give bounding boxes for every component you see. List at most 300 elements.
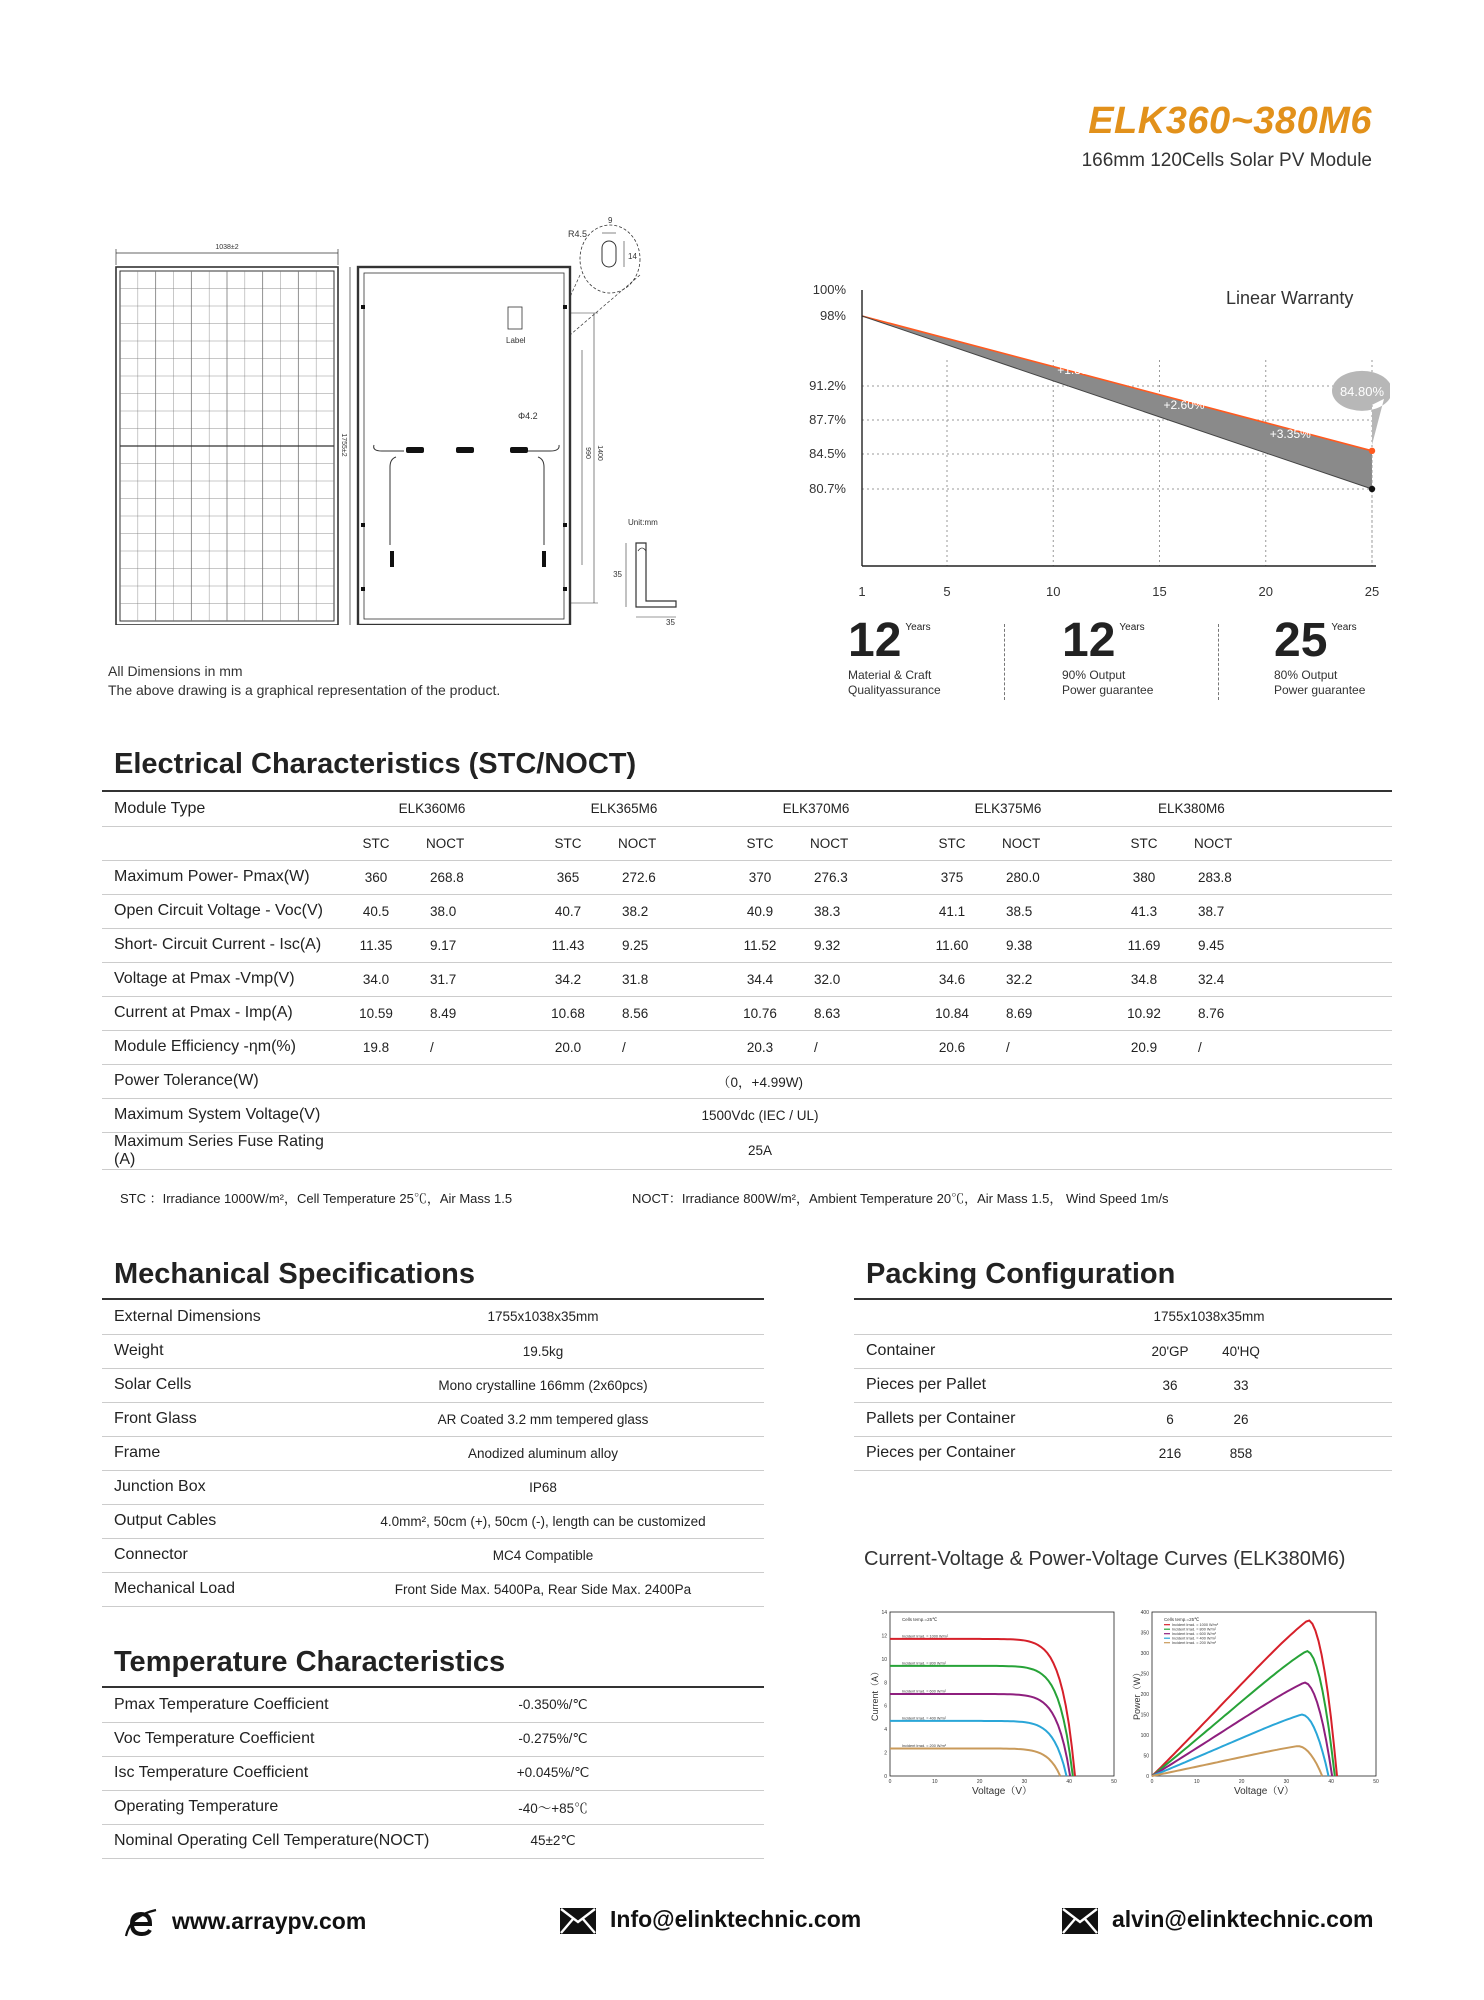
iv-y-tick: 0 [1146, 1774, 1149, 1780]
electrical-span-value: 25A [336, 1132, 1392, 1169]
noct-value: 9.32 [800, 928, 912, 962]
module-type-row [102, 792, 1392, 826]
warranty-gain-label: +3.35% [1269, 427, 1311, 441]
electrical-row-label: Maximum Series Fuse Rating (A) [102, 1132, 336, 1169]
stc-value: 19.8 [336, 1030, 416, 1064]
warranty-desc [848, 668, 941, 698]
mechanical-row-label: Output Cables [102, 1504, 322, 1538]
electrical-row-label: Current at Pmax - Imp(A) [102, 996, 336, 1030]
mechanical-row [102, 1334, 764, 1368]
empty-cell [614, 1824, 764, 1858]
stc-value: 20.6 [912, 1030, 992, 1064]
stc-value: 20.9 [1104, 1030, 1184, 1064]
iv-x-tick: 50 [1111, 1779, 1117, 1785]
connector-left [390, 551, 394, 567]
packing-row [854, 1334, 1392, 1368]
temperature-row-label: Operating Temperature [102, 1790, 492, 1824]
electrical-row [102, 996, 1392, 1030]
iv-series-label: Incident Irrad. = 800 W/m² [902, 1661, 946, 1666]
connector-right [542, 551, 546, 567]
model-header: ELK375M6 [912, 792, 1104, 826]
iv-x-tick: 0 [1150, 1779, 1154, 1785]
warranty-gain-label: +1.85% [1057, 363, 1099, 377]
packing-value-20gp: 36 [1138, 1368, 1202, 1402]
packing-value-20gp: 6 [1138, 1402, 1202, 1436]
warranty-x-tick: 5 [943, 584, 951, 599]
packing-value-40hq: 40'HQ [1202, 1334, 1280, 1368]
dimension-notes [108, 662, 500, 700]
packing-dims: 1755x1038x35mm [1138, 1300, 1280, 1334]
iv-series-label: Incident Irrad. = 600 W/m² [902, 1689, 946, 1694]
linear-end-point [1369, 448, 1375, 454]
stc-value: 11.52 [720, 928, 800, 962]
temperature-row-value: -0.275%/℃ [492, 1722, 614, 1756]
electrical-row-label: Voltage at Pmax -Vmp(V) [102, 962, 336, 996]
stc-value: 40.5 [336, 894, 416, 928]
temperature-row-label: Pmax Temperature Coefficient [102, 1688, 492, 1722]
electrical-section-title: Electrical Characteristics (STC/NOCT) [114, 748, 637, 780]
internet-explorer-icon [124, 1906, 158, 1940]
mechanical-row [102, 1504, 764, 1538]
stc-value: 11.35 [336, 928, 416, 962]
noct-value: 38.0 [416, 894, 528, 928]
packing-row-label: Pieces per Container [854, 1436, 1138, 1470]
iv-y-tick: 2 [884, 1750, 887, 1757]
r-dim-label: R4.5 [568, 229, 588, 239]
email-contact-2[interactable] [1062, 1906, 1373, 1934]
height-dim-label: 1755±2 [340, 433, 347, 457]
warranty-y-tick: 87.7% [809, 412, 846, 427]
electrical-row [102, 894, 1392, 928]
mechanical-row-value: Anodized aluminum alloy [322, 1436, 764, 1470]
stc-value: 41.1 [912, 894, 992, 928]
mechanical-row [102, 1300, 764, 1334]
electrical-span-value: 1500Vdc (IEC / UL) [336, 1098, 1392, 1132]
warranty-end-badge-label: 84.80% [1339, 383, 1385, 399]
noct-value: 31.7 [416, 962, 528, 996]
packing-section-title: Packing Configuration [866, 1258, 1176, 1290]
pv-legend-label: Incident Irrad. = 400 W/m² [1172, 1636, 1216, 1641]
stc-value: 34.6 [912, 962, 992, 996]
warranty-x-tick: 1 [858, 584, 866, 599]
stc-value: 360 [336, 860, 416, 894]
standard-end-point [1369, 486, 1375, 492]
temperature-row-value: +0.045%/℃ [492, 1756, 614, 1790]
iv-x-tick: 40 [1328, 1779, 1334, 1785]
packing-row-label: Container [854, 1334, 1138, 1368]
electrical-row-label: Maximum System Voltage(V) [102, 1098, 336, 1132]
stc-header: STC [528, 826, 608, 860]
iv-y-tick: 300 [1140, 1651, 1149, 1657]
packing-row [854, 1368, 1392, 1402]
label-text: Label [506, 336, 526, 345]
mechanical-row-value: 4.0mm², 50cm (+), 50cm (-), length can be customized [322, 1504, 764, 1538]
mechanical-row [102, 1572, 764, 1606]
electrical-row-label: Short- Circuit Current - Isc(A) [102, 928, 336, 962]
email-contact-1[interactable] [560, 1906, 861, 1934]
noct-value: / [1184, 1030, 1392, 1064]
iv-x-tick: 20 [976, 1779, 983, 1785]
outer-dim-label: 1400 [596, 445, 603, 461]
model-header: ELK380M6 [1104, 792, 1392, 826]
mount-hole [361, 305, 365, 309]
electrical-span-row [102, 1098, 1392, 1132]
noct-value: 38.2 [608, 894, 720, 928]
noct-value: 276.3 [800, 860, 912, 894]
mechanical-row-label: Weight [102, 1334, 322, 1368]
stc-value: 34.8 [1104, 962, 1184, 996]
envelope-icon [1062, 1908, 1098, 1934]
iv-y-tick: 100 [1140, 1733, 1149, 1739]
electrical-span-row [102, 1132, 1392, 1169]
noct-value: 268.8 [416, 860, 528, 894]
iv-x-label: Voltage（V） [971, 1786, 1033, 1797]
stc-value: 40.9 [720, 894, 800, 928]
warranty-gain-label: +2.60% [1163, 398, 1205, 412]
iv-y-tick: 12 [881, 1633, 887, 1640]
electrical-span-row [102, 1064, 1392, 1098]
packing-dims-row [854, 1300, 1392, 1334]
iv-x-tick: 40 [1066, 1779, 1072, 1785]
model-header: ELK365M6 [528, 792, 720, 826]
packing-row-label: Pallets per Container [854, 1402, 1138, 1436]
pv-legend-label: Incident Irrad. = 800 W/m² [1172, 1627, 1216, 1632]
pv-curve [1152, 1715, 1329, 1777]
iv-y-label: Current（A） [870, 1666, 880, 1722]
warranty-end-badge [1332, 371, 1390, 445]
cell-grid [120, 271, 334, 621]
iv-y-tick: 150 [1140, 1712, 1149, 1719]
temperature-row [102, 1790, 764, 1824]
electrical-span-value: （0，+4.99W) [336, 1064, 1392, 1098]
stc-value: 10.84 [912, 996, 992, 1030]
temperature-row-label: Isc Temperature Coefficient [102, 1756, 492, 1790]
packing-value-40hq: 33 [1202, 1368, 1280, 1402]
packing-table [854, 1300, 1392, 1471]
stc-note: STC ：Irradiance 1000W/m²，Cell Temperature 25℃，Air Mass 1.5 [120, 1191, 513, 1206]
stc-header: STC [912, 826, 992, 860]
mechanical-row-label: Connector [102, 1538, 322, 1572]
junction-box-2 [456, 447, 474, 453]
temperature-row [102, 1722, 764, 1756]
iv-y-tick: 200 [1140, 1692, 1149, 1698]
noct-header: NOCT [992, 826, 1104, 860]
iv-x-tick: 10 [932, 1779, 938, 1785]
mechanical-row-label: Frame [102, 1436, 322, 1470]
iv-y-tick: 14 [881, 1610, 887, 1616]
label-box [508, 307, 522, 329]
iv-series-label: Incident Irrad. = 1000 W/m² [902, 1634, 949, 1639]
stc-header: STC [336, 826, 416, 860]
stc-value: 41.3 [1104, 894, 1184, 928]
nine-dim-label: 9 [608, 216, 613, 225]
iv-y-tick: 350 [1140, 1630, 1149, 1637]
iv-x-tick: 50 [1373, 1779, 1379, 1785]
email-link-info[interactable]: Info@elinktechnic.com [610, 1906, 862, 1932]
warranty-desc-line2: Power guarantee [1274, 683, 1366, 697]
warranty-desc-line1: 90% Output [1062, 668, 1126, 682]
noct-value: 38.5 [992, 894, 1104, 928]
stc-value: 10.68 [528, 996, 608, 1030]
product-model-title: ELK360~380M6 [1088, 100, 1372, 142]
noct-value: / [608, 1030, 720, 1064]
iv-y-tick: 0 [884, 1774, 887, 1780]
electrical-row [102, 860, 1392, 894]
electrical-row-label: Module Efficiency -ηm(%) [102, 1030, 336, 1064]
noct-value: 8.49 [416, 996, 528, 1030]
dimension-note-1: All Dimensions in mm [108, 663, 243, 679]
iv-series-label: Incident Irrad. = 400 W/m² [902, 1716, 946, 1721]
phi-dim-label: Φ4.2 [518, 411, 538, 421]
stc-value: 11.43 [528, 928, 608, 962]
empty-cell [1280, 1436, 1392, 1470]
stc-value: 11.69 [1104, 928, 1184, 962]
junction-box-1 [406, 447, 424, 453]
noct-value: / [992, 1030, 1104, 1064]
pv-legend-label: Incident Irrad. = 600 W/m² [1172, 1632, 1216, 1636]
stc-value: 34.2 [528, 962, 608, 996]
temperature-row-label: Nominal Operating Cell Temperature(NOCT) [102, 1824, 492, 1858]
mechanical-row-label: Solar Cells [102, 1368, 322, 1402]
iv-curve [890, 1694, 1070, 1776]
electrical-row-label: Maximum Power- Pmax(W) [102, 860, 336, 894]
stc-value: 375 [912, 860, 992, 894]
mechanical-row-value: 1755x1038x35mm [322, 1300, 764, 1334]
iv-x-tick: 20 [1238, 1779, 1245, 1785]
packing-value-40hq: 26 [1202, 1402, 1280, 1436]
pv-legend-label: Incident Irrad. = 200 W/m² [1172, 1641, 1216, 1645]
unit-label: Unit:mm [628, 518, 658, 527]
noct-note: NOCT：Irradiance 800W/m²，Ambient Temperature 20℃，Air Mass 1.5， Wind Speed 1m/s [632, 1191, 1169, 1206]
warranty-years-unit: Years [905, 622, 931, 633]
noct-value: 8.69 [992, 996, 1104, 1030]
stc-value: 370 [720, 860, 800, 894]
iv-chart [870, 1610, 1117, 1797]
stc-value: 365 [528, 860, 608, 894]
stc-value: 34.0 [336, 962, 416, 996]
mechanical-row-value: Front Side Max. 5400Pa, Rear Side Max. 2400Pa [322, 1572, 764, 1606]
stc-value: 20.0 [528, 1030, 608, 1064]
warranty-desc-line1: Material & Craft [848, 668, 932, 682]
noct-value: 8.56 [608, 996, 720, 1030]
temperature-section-title: Temperature Characteristics [114, 1646, 506, 1678]
empty-cell [1280, 1334, 1392, 1368]
warranty-years-unit: Years [1331, 622, 1357, 633]
stc-noct-row [102, 826, 1392, 860]
envelope-icon [560, 1908, 596, 1934]
mechanical-row [102, 1368, 764, 1402]
email-link-alvin[interactable]: alvin@elinktechnic.com [1112, 1906, 1374, 1932]
temperature-table [102, 1688, 764, 1859]
noct-value: 283.8 [1184, 860, 1392, 894]
stc-value: 380 [1104, 860, 1184, 894]
temperature-row-value: -40～+85℃ [492, 1790, 614, 1824]
frame-profile [636, 543, 676, 607]
iv-series-label: Incident Irrad. = 200 W/m² [902, 1743, 946, 1748]
mechanical-row-value: AR Coated 3.2 mm tempered glass [322, 1402, 764, 1436]
electrical-row-label: Open Circuit Voltage - Voc(V) [102, 894, 336, 928]
noct-value: / [800, 1030, 912, 1064]
warranty-y-tick: 84.5% [809, 446, 846, 461]
width-dim-label: 1038±2 [215, 244, 239, 251]
noct-header: NOCT [1184, 826, 1392, 860]
iv-x-tick: 30 [1021, 1779, 1028, 1785]
noct-value: / [416, 1030, 528, 1064]
noct-value: 31.8 [608, 962, 720, 996]
noct-value: 38.3 [800, 894, 912, 928]
noct-value: 9.45 [1184, 928, 1392, 962]
empty-cell [614, 1722, 764, 1756]
stc-value: 40.7 [528, 894, 608, 928]
inner-dim-label: 990 [584, 447, 591, 459]
frame-w-label: 35 [666, 618, 675, 625]
fourteen-dim-label: 14 [628, 252, 637, 261]
iv-x-label: Voltage（V） [1233, 1786, 1295, 1797]
module-drawing [104, 205, 744, 625]
warranty-years-unit: Years [1119, 622, 1145, 633]
mechanical-row-value: IP68 [322, 1470, 764, 1504]
iv-y-tick: 6 [884, 1703, 887, 1710]
noct-value: 8.76 [1184, 996, 1392, 1030]
warranty-badge-output-80 [1274, 614, 1366, 698]
electrical-row [102, 928, 1392, 962]
packing-row [854, 1402, 1392, 1436]
mechanical-row-label: External Dimensions [102, 1300, 322, 1334]
mechanical-table [102, 1300, 764, 1607]
warranty-desc-line2: Qualityassurance [848, 683, 941, 697]
empty-cell [614, 1688, 764, 1722]
mechanical-row [102, 1470, 764, 1504]
warranty-years-number: 25 [1274, 614, 1328, 667]
electrical-row [102, 1030, 1392, 1064]
warranty-separator [1218, 624, 1219, 700]
model-header: ELK370M6 [720, 792, 912, 826]
stc-value: 11.60 [912, 928, 992, 962]
warranty-separator [1004, 624, 1005, 700]
iv-annotation: Cells temp.=25℃ [1164, 1617, 1200, 1622]
mechanical-section-title: Mechanical Specifications [114, 1258, 476, 1290]
warranty-y-tick: 98% [819, 308, 846, 323]
iv-pv-charts [858, 1600, 1398, 1810]
noct-value: 9.25 [608, 928, 720, 962]
empty-cell [614, 1756, 764, 1790]
noct-value: 9.17 [416, 928, 528, 962]
warranty-y-tick: 80.7% [809, 481, 846, 496]
temperature-row-label: Voc Temperature Coefficient [102, 1722, 492, 1756]
temperature-row-value: -0.350%/℃ [492, 1688, 614, 1722]
empty-cell [1280, 1368, 1392, 1402]
stc-value: 10.92 [1104, 996, 1184, 1030]
warranty-x-tick: 15 [1152, 584, 1167, 599]
noct-header: NOCT [416, 826, 528, 860]
packing-row [854, 1436, 1392, 1470]
mechanical-row [102, 1436, 764, 1470]
pv-chart [1132, 1610, 1379, 1797]
warranty-desc [1062, 668, 1153, 698]
iv-curves-title: Current-Voltage & Power-Voltage Curves (ELK380M6) [864, 1548, 1346, 1570]
temperature-row [102, 1824, 764, 1858]
mechanical-row [102, 1538, 764, 1572]
iv-y-tick: 10 [881, 1656, 887, 1663]
warranty-desc-line1: 80% Output [1274, 668, 1338, 682]
empty-cell [1280, 1300, 1392, 1334]
noct-value: 8.63 [800, 996, 912, 1030]
noct-header: NOCT [800, 826, 912, 860]
packing-value-40hq: 858 [1202, 1436, 1280, 1470]
electrical-row [102, 962, 1392, 996]
pv-legend-label: Incident Irrad. = 1000 W/m² [1172, 1623, 1219, 1627]
warranty-y-tick: 100% [812, 282, 846, 297]
packing-value-20gp: 20'GP [1138, 1334, 1202, 1368]
noct-value: 32.2 [992, 962, 1104, 996]
warranty-x-tick: 10 [1046, 584, 1061, 599]
module-type-label: Module Type [102, 792, 336, 826]
pv-curve [1152, 1683, 1332, 1776]
warranty-desc-line2: Power guarantee [1062, 683, 1154, 697]
mechanical-row-value: Mono crystalline 166mm (2x60pcs) [322, 1368, 764, 1402]
packing-row-label: Pieces per Pallet [854, 1368, 1138, 1402]
warranty-badge-material [848, 614, 941, 698]
mechanical-row-value: MC4 Compatible [322, 1538, 764, 1572]
warranty-badge-output-90 [1062, 614, 1154, 698]
warranty-desc [1274, 668, 1365, 698]
empty-cell [1280, 1402, 1392, 1436]
warranty-chart [790, 280, 1390, 610]
back-panel-outline [358, 267, 570, 625]
iv-y-tick: 4 [884, 1727, 887, 1734]
warranty-y-tick: 91.2% [809, 378, 846, 393]
frame-h-label: 35 [613, 570, 622, 579]
iv-y-tick: 250 [1140, 1671, 1149, 1678]
product-subtitle: 166mm 120Cells Solar PV Module [1081, 150, 1372, 171]
noct-value: 272.6 [608, 860, 720, 894]
stc-header: STC [720, 826, 800, 860]
stc-value: 20.3 [720, 1030, 800, 1064]
iv-y-tick: 400 [1140, 1610, 1149, 1616]
model-header: ELK360M6 [336, 792, 528, 826]
temperature-row [102, 1756, 764, 1790]
website-link[interactable]: www.arraypv.com [172, 1908, 367, 1935]
standard-warranty-line [862, 316, 1372, 489]
iv-y-tick: 50 [1143, 1753, 1149, 1760]
noct-value: 32.4 [1184, 962, 1392, 996]
iv-annotation: Cells temp.=25℃ [902, 1617, 938, 1622]
iv-curve [890, 1749, 1060, 1777]
website-contact[interactable] [124, 1906, 366, 1940]
stc-value: 10.76 [720, 996, 800, 1030]
empty-cell [102, 826, 336, 860]
junction-box-3 [510, 447, 528, 453]
iv-x-tick: 30 [1283, 1779, 1290, 1785]
mechanical-row-label: Mechanical Load [102, 1572, 322, 1606]
warranty-years-number: 12 [1062, 614, 1116, 667]
iv-x-tick: 10 [1194, 1779, 1200, 1785]
stc-header: STC [1104, 826, 1184, 860]
noct-header: NOCT [608, 826, 720, 860]
warranty-years-number: 12 [848, 614, 902, 667]
iv-x-tick: 0 [888, 1779, 892, 1785]
electrical-table [102, 792, 1392, 1170]
noct-value: 9.38 [992, 928, 1104, 962]
mechanical-row-value: 19.5kg [322, 1334, 764, 1368]
iv-y-tick: 8 [884, 1680, 887, 1687]
empty-cell [614, 1790, 764, 1824]
noct-value: 32.0 [800, 962, 912, 996]
electrical-row-label: Power Tolerance(W) [102, 1064, 336, 1098]
mechanical-row-label: Junction Box [102, 1470, 322, 1504]
warranty-title: Linear Warranty [1226, 288, 1354, 308]
noct-value: 38.7 [1184, 894, 1392, 928]
